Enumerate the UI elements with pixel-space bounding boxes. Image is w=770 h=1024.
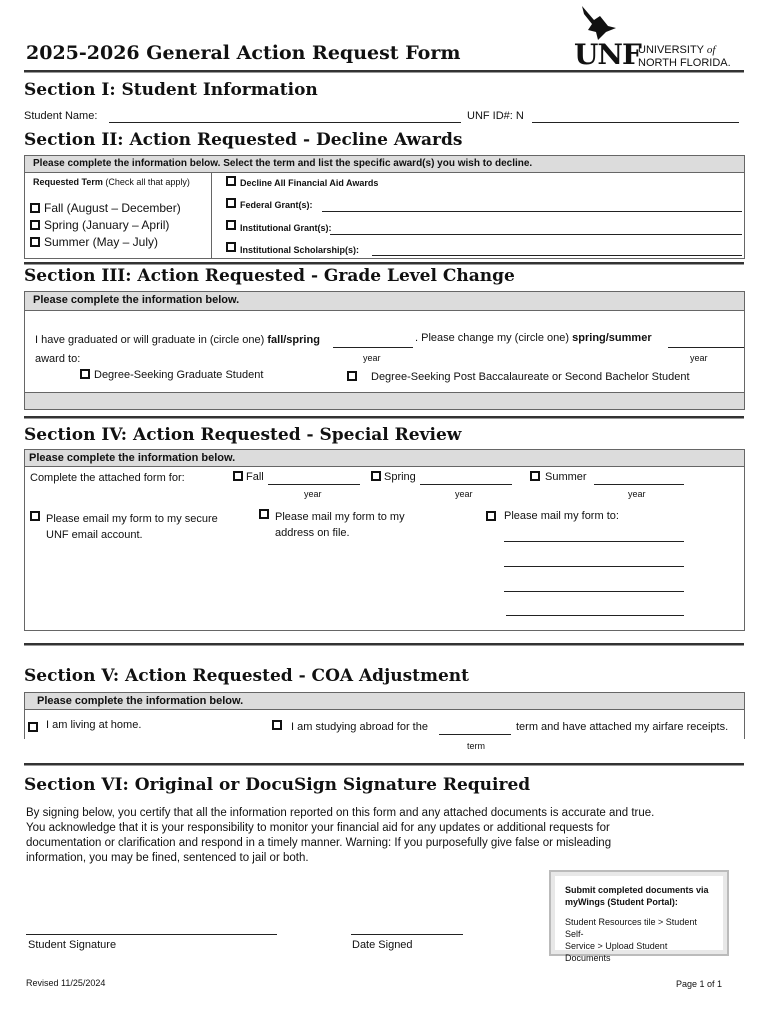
section3-footer-bar xyxy=(24,392,745,410)
post-bacc-label: Degree-Seeking Post Baccalaureate or Second Bachelor Student xyxy=(371,371,690,383)
logo-mark: UNF xyxy=(574,38,641,71)
section6-divider xyxy=(24,763,744,766)
student-signature-label: Student Signature xyxy=(28,939,117,951)
mail-on-file-label: Please mail my form to my address on file. xyxy=(275,511,405,539)
section4-divider xyxy=(24,416,744,419)
change-year-field[interactable] xyxy=(668,347,744,348)
section4-instruction: Please complete the information below. xyxy=(24,449,745,467)
special-spring-year-label: year xyxy=(455,489,473,499)
revised-date: Revised 11/25/2024 xyxy=(26,978,106,988)
student-name-label: Student Name: xyxy=(24,110,98,122)
submission-note xyxy=(549,870,729,963)
summer-term-checkbox[interactable] xyxy=(30,237,40,247)
section2-heading: Section II: Action Requested - Decline Awards xyxy=(24,130,463,150)
special-fall-label: Fall xyxy=(246,471,264,483)
decline-all-checkbox[interactable] xyxy=(226,176,236,186)
special-fall-year-field[interactable] xyxy=(268,484,360,485)
federal-grants-checkbox[interactable] xyxy=(226,198,236,208)
spring-term-label: Spring (January – April) xyxy=(44,218,170,232)
section4-heading: Section IV: Action Requested - Special Review xyxy=(24,425,462,445)
student-signature-field[interactable] xyxy=(26,934,277,935)
special-summer-year-field[interactable] xyxy=(594,484,684,485)
email-form-label: Please email my form to my secure UNF email account. xyxy=(46,513,218,541)
section6-heading: Section VI: Original or DocuSign Signature Required xyxy=(24,775,531,795)
section3-divider xyxy=(24,262,744,265)
mail-address-line-1[interactable] xyxy=(504,541,684,542)
mail-to-label: Please mail my form to: xyxy=(504,510,619,522)
post-bacc-checkbox[interactable] xyxy=(347,371,357,381)
institutional-grants-field[interactable] xyxy=(330,234,742,235)
institutional-scholarships-checkbox[interactable] xyxy=(226,242,236,252)
year-label-1: year xyxy=(363,353,381,363)
note-body: Student Resources tile > Student Self- Service > Upload Student Documents xyxy=(565,917,697,963)
requested-term-label: Requested Term (Check all that apply) xyxy=(33,177,190,187)
mail-on-file-checkbox[interactable] xyxy=(259,509,269,519)
mail-address-line-3[interactable] xyxy=(504,591,684,592)
page-number: Page 1 of 1 xyxy=(676,979,723,989)
section1-heading: Section I: Student Information xyxy=(24,80,318,100)
graduate-student-checkbox[interactable] xyxy=(80,369,90,379)
date-signed-label: Date Signed xyxy=(352,939,413,951)
living-home-checkbox[interactable] xyxy=(28,722,38,732)
graduate-student-label: Degree-Seeking Graduate Student xyxy=(94,369,264,381)
section3-instruction: Please complete the information below. xyxy=(24,291,745,311)
institutional-grants-checkbox[interactable] xyxy=(226,220,236,230)
special-spring-year-field[interactable] xyxy=(420,484,512,485)
special-spring-label: Spring xyxy=(384,471,416,483)
mail-address-line-2[interactable] xyxy=(504,566,684,567)
mail-address-line-4[interactable] xyxy=(506,615,684,616)
fall-term-checkbox[interactable] xyxy=(30,203,40,213)
decline-all-label: Decline All Financial Aid Awards xyxy=(240,178,379,188)
special-summer-label: Summer xyxy=(545,471,587,483)
logo-of: of xyxy=(706,44,716,56)
study-abroad-label-1: I am studying abroad for the xyxy=(291,721,428,733)
section3-heading: Section III: Action Requested - Grade Level Change xyxy=(24,266,515,286)
special-fall-checkbox[interactable] xyxy=(233,471,243,481)
study-abroad-term-field[interactable] xyxy=(439,734,511,735)
section5-instruction: Please complete the information below. xyxy=(24,692,745,710)
mail-to-checkbox[interactable] xyxy=(486,511,496,521)
term-label: term xyxy=(467,741,485,751)
spring-term-checkbox[interactable] xyxy=(30,220,40,230)
certification-paragraph: By signing below, you certify that all the information reported on this form and any attached documents is accurate and true. You acknowledge that it is your responsibility to monitor your financial aid for any updates or additional requests for documentation or clarification and respond in a timely manner. Warning: If you purposefully give false or misleading information, you may be fined, sentenced to jail or both. xyxy=(26,807,655,864)
unf-id-field[interactable] xyxy=(532,122,739,123)
living-home-label: I am living at home. xyxy=(46,719,142,731)
date-signed-field[interactable] xyxy=(351,934,463,935)
complete-for-label: Complete the attached form for: xyxy=(30,472,185,484)
section5-heading: Section V: Action Requested - COA Adjustment xyxy=(24,666,470,686)
study-abroad-checkbox[interactable] xyxy=(272,720,282,730)
fall-term-label: Fall (August – December) xyxy=(44,201,181,215)
page-title: 2025-2026 General Action Request Form xyxy=(26,42,461,64)
special-spring-checkbox[interactable] xyxy=(371,471,381,481)
study-abroad-label-2: term and have attached my airfare receipts. xyxy=(516,721,729,733)
unf-logo xyxy=(574,4,744,70)
year-label-2: year xyxy=(690,353,708,363)
award-to-label: award to: xyxy=(35,353,81,365)
section5-divider xyxy=(24,643,744,646)
graduate-sentence: I have graduated or will graduate in (circle one) fall/spring xyxy=(35,334,320,346)
federal-grants-label: Federal Grant(s): xyxy=(240,200,313,210)
institutional-scholarships-label: Institutional Scholarship(s): xyxy=(240,245,360,255)
student-name-field[interactable] xyxy=(109,122,461,123)
institutional-grants-label: Institutional Grant(s): xyxy=(240,223,332,233)
special-summer-year-label: year xyxy=(628,489,646,499)
logo-north-florida: NORTH FLORIDA. xyxy=(638,57,731,69)
section2-instruction: Please complete the information below. Select the term and list the specific award(s) you wish to decline. xyxy=(24,155,745,173)
summer-term-label: Summer (May – July) xyxy=(44,235,159,249)
note-title: Submit completed documents via myWings (Student Portal): xyxy=(565,885,709,907)
federal-grants-field[interactable] xyxy=(322,211,742,212)
special-summer-checkbox[interactable] xyxy=(530,471,540,481)
special-fall-year-label: year xyxy=(304,489,322,499)
email-form-checkbox[interactable] xyxy=(30,511,40,521)
graduate-year-field[interactable] xyxy=(333,347,413,348)
change-award-sentence: . Please change my (circle one) spring/summer xyxy=(415,332,652,344)
title-divider xyxy=(24,70,744,73)
unf-id-label: UNF ID#: N xyxy=(467,110,524,122)
institutional-scholarships-field[interactable] xyxy=(372,255,742,256)
logo-university: UNIVERSITY xyxy=(638,44,704,56)
